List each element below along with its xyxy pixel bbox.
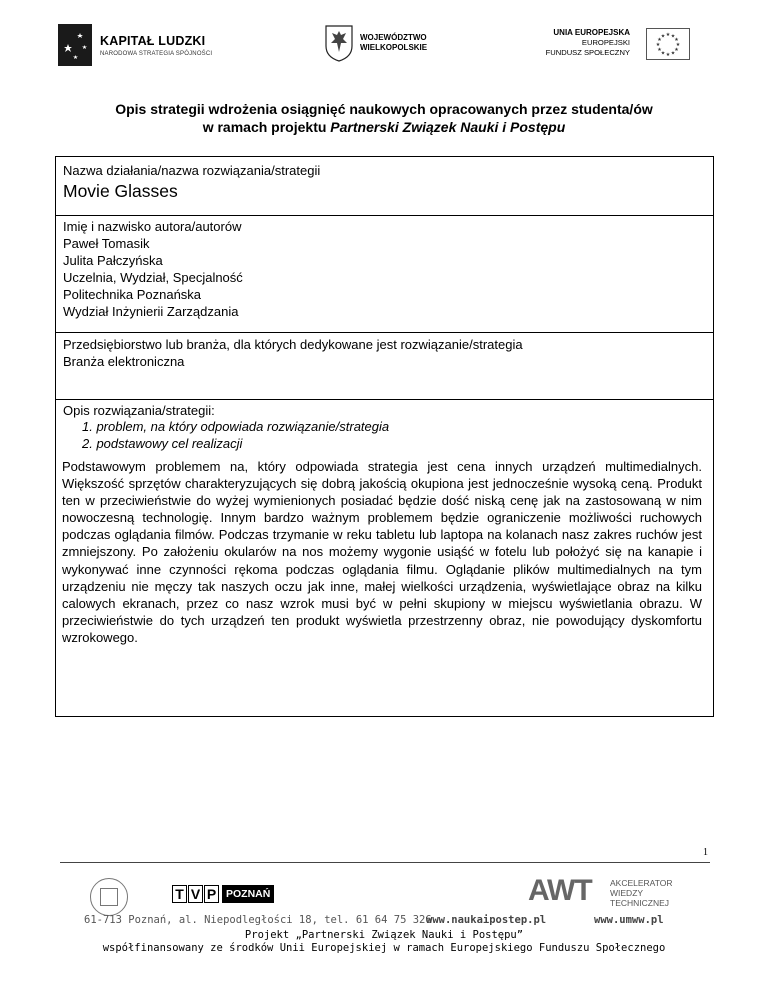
footer-site-naukaipostep[interactable]: www.naukaipostep.pl [426,914,547,926]
industry-value: Branża elektroniczna [63,354,185,369]
authors-section [55,215,714,333]
footer-site-umww[interactable]: www.umww.pl [594,914,664,926]
tvp-letter-v: V [188,885,203,903]
kapital-ludzki-mark-icon [58,24,92,66]
description-label: Opis rozwiązania/strategii: [63,403,215,418]
industry-label: Przedsiębiorstwo lub branża, dla których dedykowane jest rozwiązanie/strategia [63,337,523,352]
footer-divider [60,862,710,863]
svg-text:★: ★ [674,37,679,43]
eu-line2: EUROPEJSKI [581,38,630,47]
document-title [0,100,768,136]
name-value: Movie Glasses [63,181,178,201]
description-item-1: 1. problem, na który odpowiada rozwiązanie/strategia [82,419,390,434]
footer-cofinanced: współfinansowany ze środków Unii Europejskiej w ramach Europejskiego Funduszu Społecznego [102,942,666,954]
svg-text:★: ★ [655,42,661,48]
eagle-crest-icon [324,24,354,62]
awt-line1: AKCELERATOR [610,878,673,888]
kapital-ludzki-title: KAPITAŁ LUDZKI [100,34,206,48]
tvp-city: POZNAŃ [222,885,274,903]
footer-address: 61-713 Poznań, al. Niepodległości 18, tel. 61 64 75 326 [84,914,432,926]
tvp-letter-p: P [204,885,219,903]
university: Politechnika Poznańska [63,287,202,302]
kapital-ludzki-logo [58,24,213,68]
tvp-letter-t: T [172,885,187,903]
svg-text:★: ★ [670,33,676,40]
wojewodztwo-line2: WIELKOPOLSKIE [360,43,428,52]
university-seal-icon [90,878,128,916]
tvp-poznan-logo [172,885,274,903]
wojewodztwo-logo [324,24,434,66]
title-line2 [0,118,768,136]
author-2: Julita Pałczyńska [63,253,163,268]
kapital-ludzki-subtitle: NARODOWA STRATEGIA SPÓJNOŚCI [100,51,213,57]
svg-text:★: ★ [660,33,666,40]
eu-logo [540,28,690,66]
eu-line1: UNIA EUROPEJSKA [553,28,630,37]
awt-mark: AWT [528,874,592,907]
authors-label: Imię i nazwisko autora/autorów [63,219,242,234]
eu-flag-icon [646,28,690,60]
awt-line2: WIEDZY [610,888,644,898]
svg-text:★: ★ [657,37,662,43]
awt-logo [528,872,688,916]
svg-text:★: ★ [665,52,671,58]
wojewodztwo-text [360,33,427,53]
svg-text:★: ★ [674,47,679,53]
university-label: Uczelnia, Wydział, Specjalność [63,270,243,285]
svg-text:★: ★ [670,50,676,57]
awt-line3: TECHNICZNEJ [610,898,670,908]
faculty: Wydział Inżynierii Zarządzania [63,304,239,319]
svg-text:★: ★ [657,47,662,53]
title-line2-prefix: w ramach projektu [202,119,331,135]
description-paragraph: Podstawowym problemem na, który odpowiada strategia jest cena innych urządzeń multimedialnych. Większość sprzętów charakteryzujących się dobrą jakością okupiona jest jednocześnie wysoką ceną. Produkt ten w przeciwieństwie do wyżej wymienionych posiadać będzie dość niską cenę jak na zastosowaną w nim nowoczesną technologię. Innym bardzo ważnym problemem będzie ograniczenie możliwości ruchowych podczas oglądania filmów. Podczas trzymanie w reku tabletu lub laptopa na kolanach nasz zakres ruchów jest zmniejszony. Po założeniu okularów na nos możemy wygonie usiąść w fotelu lub położyć się na kanapie i wykonywać inne czynności rękoma podczas oglądania filmu. Oglądanie plików multimedialnych na tym urządzeniu nie męczy tak naszych oczu jak inne, małej wielkości urządzenia, wyświetlające obraz na kilku calowych ekranach, przez co nasz wzrok musi być w pełni skupiony w miejscu wyświetlania obrazu. W przeciwieństwie do tych urządzeń ten produkt wyświetla przestrzenny obraz, nie powodujący dyskomfortu wzrokowego. [62,459,702,645]
title-line1: Opis strategii wdrożenia osiągnięć naukowych opracowanych przez studenta/ów [115,101,653,117]
project-name: Partnerski Związek Nauki i Postępu [330,119,566,135]
description-section [55,399,714,717]
eu-text [546,28,630,58]
author-1: Paweł Tomasik [63,236,150,251]
svg-text:★: ★ [665,32,671,38]
description-item-2: 2. podstawowy cel realizacji [82,436,243,451]
svg-text:★: ★ [675,42,681,48]
page-number: 1 [703,847,708,858]
svg-text:★: ★ [660,50,666,57]
name-label: Nazwa działania/nazwa rozwiązania/strategii [63,163,321,178]
footer-project: Projekt „Partnerski Związek Nauki i Postępu” [244,929,524,941]
industry-section [55,332,714,400]
eu-line3: FUNDUSZ SPOŁECZNY [545,48,630,57]
awt-text [610,878,673,908]
wojewodztwo-line1: WOJEWÓDZTWO [360,33,427,42]
name-section [55,156,714,216]
